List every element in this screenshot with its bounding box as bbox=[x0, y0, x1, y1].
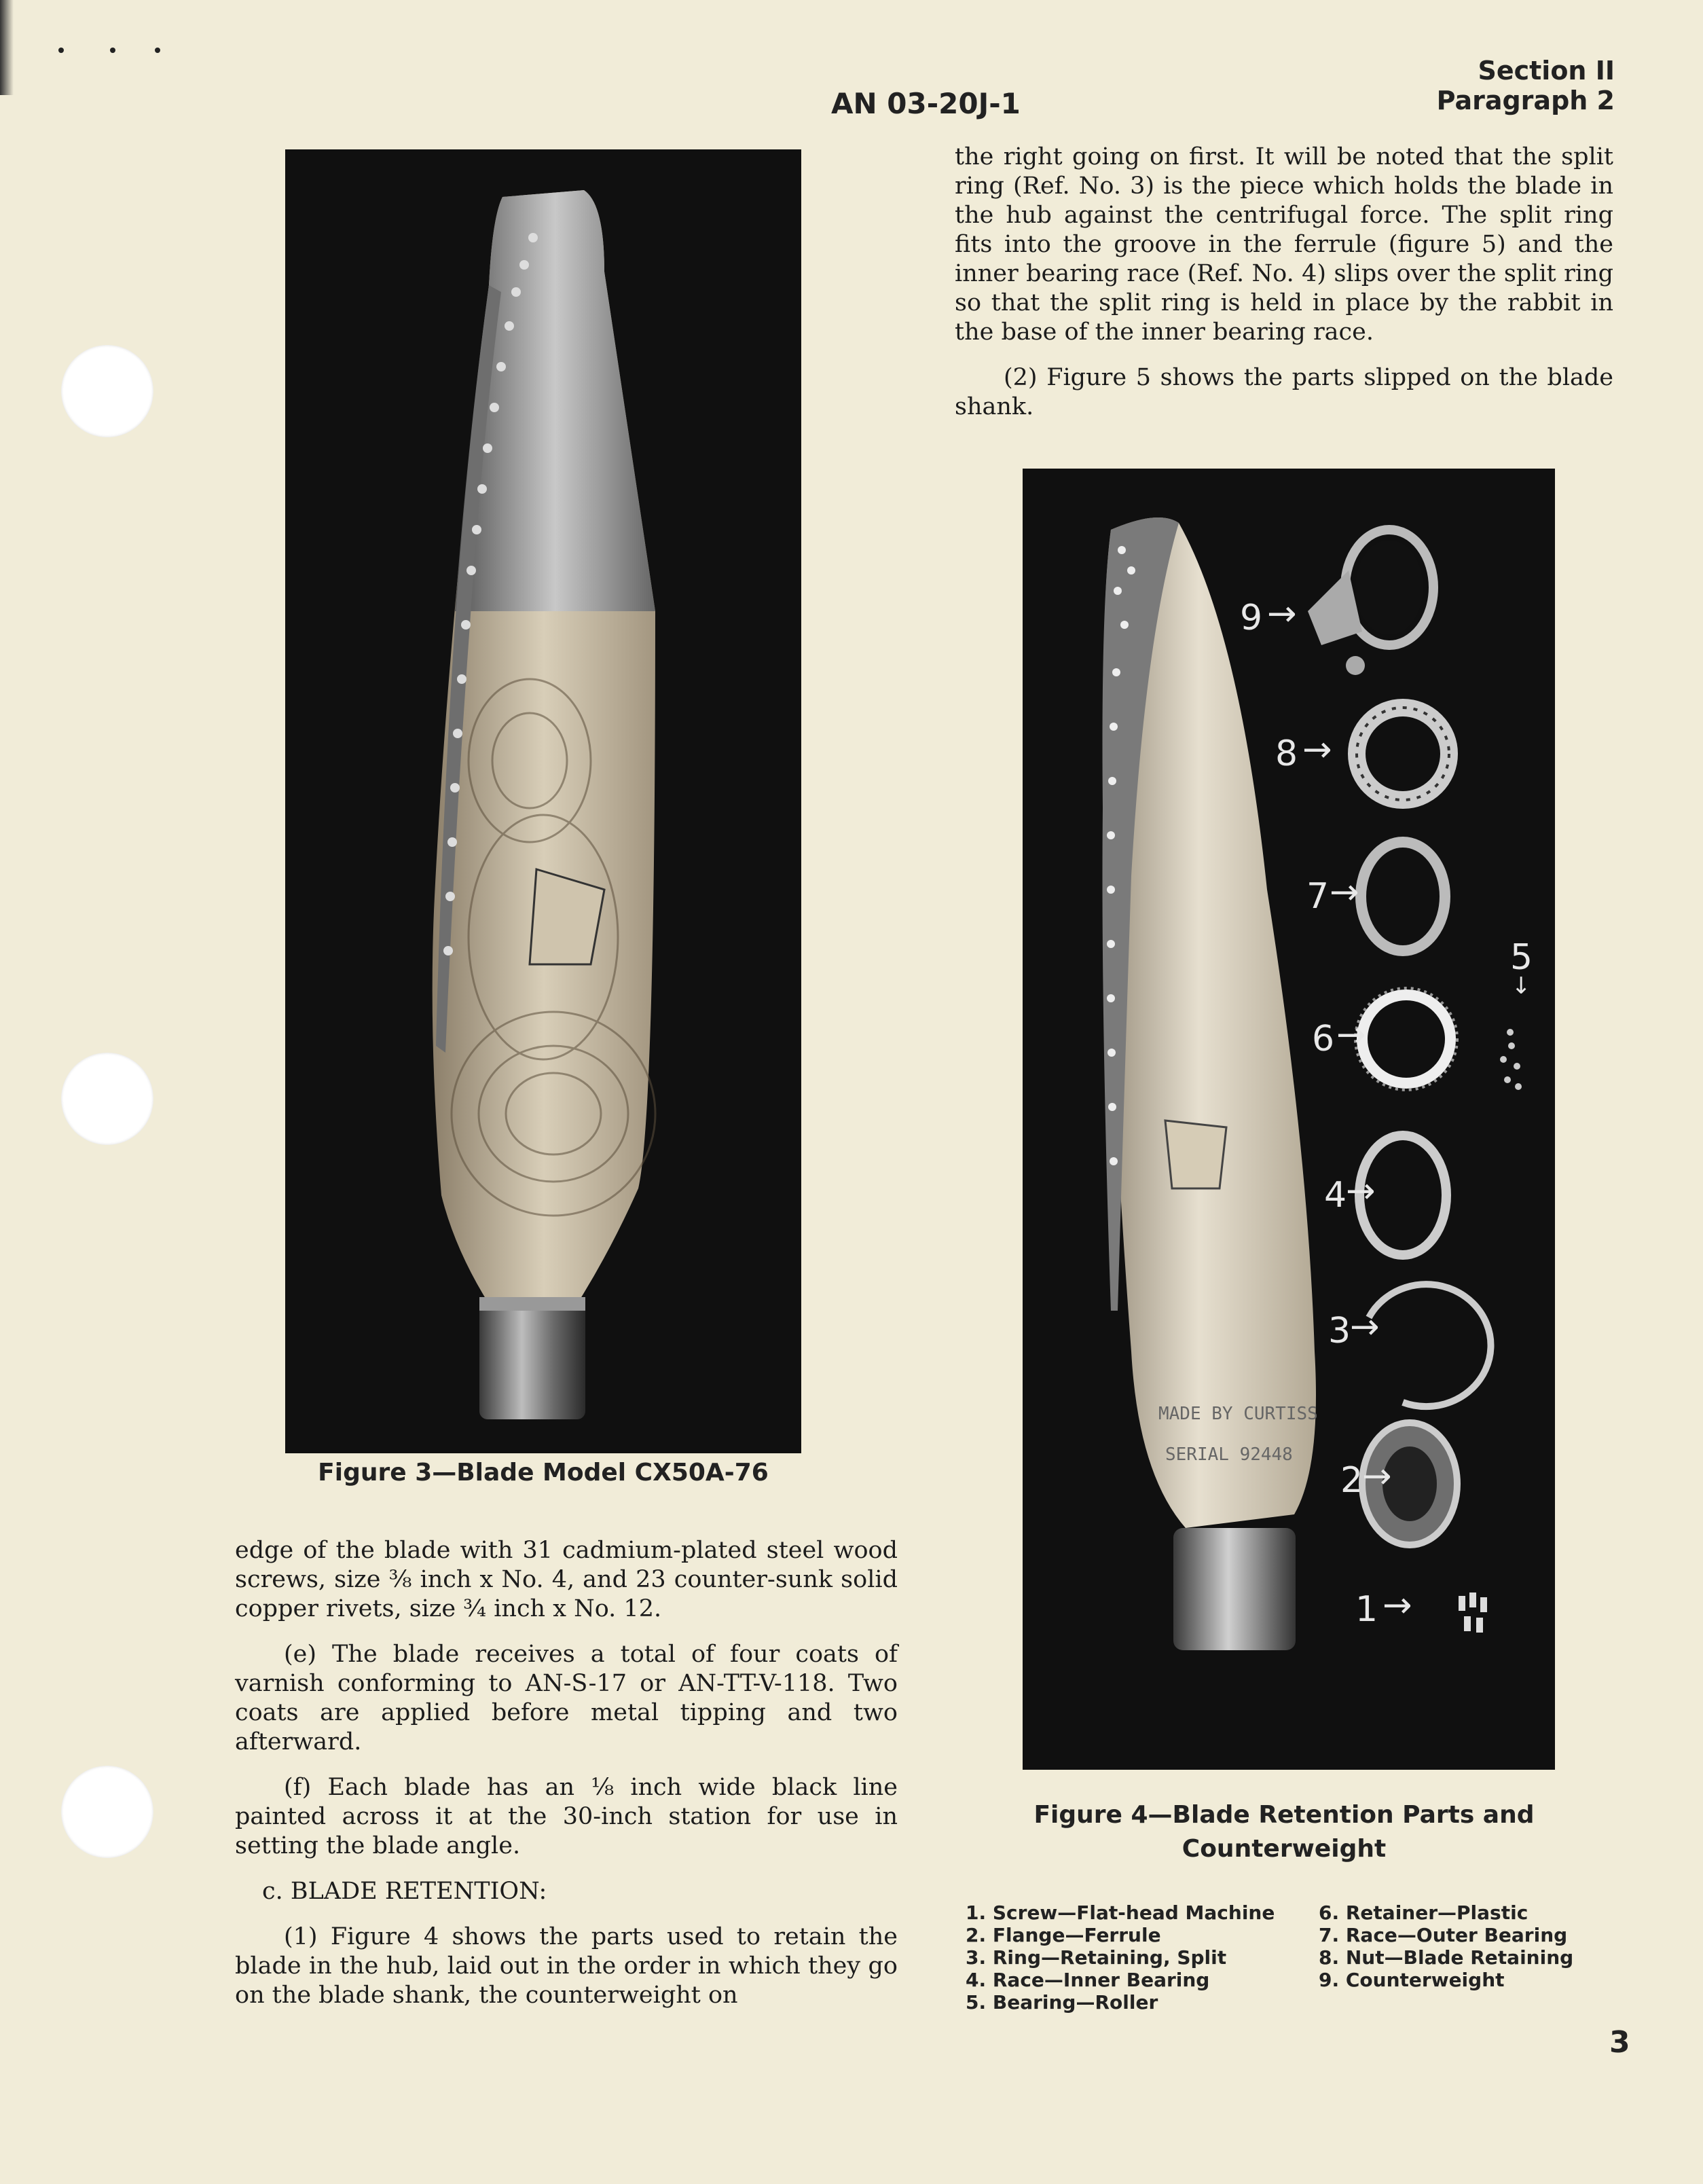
scan-speck bbox=[110, 48, 115, 53]
figure-4-photo bbox=[1023, 469, 1555, 1770]
callout-arrow: → bbox=[1302, 729, 1332, 770]
figure-4-legend-left bbox=[966, 1901, 1305, 2014]
left-column-text bbox=[235, 1536, 898, 2026]
section-label: Section II bbox=[1478, 56, 1615, 86]
callout-arrow: → bbox=[1350, 1307, 1380, 1347]
paragraph-screws: edge of the blade with 31 cadmium-plated steel wood screws, size ⅜ inch x No. 4, and 23 counter-sunk solid copper rivets, size ¾ inch x No. 12. bbox=[235, 1537, 898, 1622]
doc-number: AN 03-20J-1 bbox=[831, 87, 1021, 120]
binder-hole-middle bbox=[61, 1053, 153, 1145]
callout-arrow: → bbox=[1346, 1171, 1376, 1212]
callout-arrow: → bbox=[1382, 1585, 1412, 1626]
right-column-text bbox=[955, 143, 1613, 438]
legend-item: 4. Race—Inner Bearing bbox=[966, 1969, 1210, 1991]
paragraph-label: Paragraph 2 bbox=[1436, 86, 1615, 115]
legend-item: 7. Race—Outer Bearing bbox=[1319, 1924, 1568, 1946]
callout-7: 7 bbox=[1306, 876, 1330, 917]
legend-item: 1. Screw—Flat-head Machine bbox=[966, 1901, 1275, 1924]
blade-retention-parts-illustration bbox=[1023, 469, 1555, 1770]
paragraph-1-figure-4: (1) Figure 4 shows the parts used to retain the blade in the hub, laid out in the order in which they go on the blade shank, the counterweight on bbox=[235, 1923, 898, 2009]
legend-item: 5. Bearing—Roller bbox=[966, 1991, 1158, 2014]
paragraph-f-black-line: (f) Each blade has an ⅛ inch wide black line painted across it at the 30-inch station for use in setting the blade angle. bbox=[235, 1774, 898, 1859]
callout-3: 3 bbox=[1328, 1311, 1351, 1351]
callout-6: 6 bbox=[1312, 1019, 1335, 1059]
callout-arrow: → bbox=[1330, 872, 1359, 913]
blade-stamp-maker: MADE BY CURTISS bbox=[1158, 1404, 1318, 1424]
scan-edge-shadow bbox=[0, 0, 14, 95]
callout-arrow: → bbox=[1362, 1456, 1392, 1497]
paragraph-e-varnish: (e) The blade receives a total of four coats of varnish conforming to AN-S-17 or AN-TT-V-118. Two coats are applied before metal tipping and two afterward. bbox=[235, 1641, 898, 1755]
binder-hole-top bbox=[61, 345, 153, 437]
paragraph-2-figure-5: (2) Figure 5 shows the parts slipped on the blade shank. bbox=[955, 364, 1613, 420]
legend-item: 2. Flange—Ferrule bbox=[966, 1924, 1161, 1946]
blade-stamp-serial: SERIAL 92448 bbox=[1165, 1444, 1293, 1465]
callout-arrow: → bbox=[1336, 1015, 1366, 1055]
callout-arrow: → bbox=[1267, 594, 1297, 634]
legend-item: 9. Counterweight bbox=[1319, 1969, 1505, 1991]
callout-2: 2 bbox=[1340, 1460, 1363, 1501]
callout-5: 5 bbox=[1510, 937, 1533, 978]
figure-3-photo bbox=[285, 149, 801, 1453]
blade-cx50a-illustration bbox=[285, 149, 801, 1453]
figure-3-caption: Figure 3—Blade Model CX50A-76 bbox=[318, 1459, 769, 1487]
callout-9: 9 bbox=[1240, 598, 1263, 638]
legend-item: 6. Retainer—Plastic bbox=[1319, 1901, 1528, 1924]
page-number: 3 bbox=[1609, 2025, 1630, 2060]
figure-4-caption-line-2: Counterweight bbox=[1182, 1835, 1387, 1863]
legend-item: 8. Nut—Blade Retaining bbox=[1319, 1946, 1574, 1969]
paragraph-split-ring: the right going on first. It will be noted that the split ring (Ref. No. 3) is the piece which holds the blade in the hub against the centrifugal force. The split ring fits into the groove in the ferrule (figure 5) and the inner bearing race (Ref. No. 4) slips over the split ring so that the split ring is held in place by the rabbit in the base of the inner bearing race. bbox=[955, 143, 1613, 346]
callout-arrow-down: ↓ bbox=[1512, 972, 1531, 1000]
scan-speck bbox=[155, 48, 160, 53]
callout-8: 8 bbox=[1275, 733, 1298, 774]
callout-1: 1 bbox=[1355, 1589, 1378, 1630]
figure-4-caption-line-1: Figure 4—Blade Retention Parts and bbox=[1033, 1801, 1535, 1829]
binder-hole-bottom bbox=[61, 1766, 153, 1858]
figure-4-legend-right bbox=[1319, 1901, 1617, 1991]
heading-blade-retention: c. BLADE RETENTION: bbox=[262, 1878, 547, 1905]
legend-item: 3. Ring—Retaining, Split bbox=[966, 1946, 1227, 1969]
callout-4: 4 bbox=[1324, 1175, 1347, 1216]
scan-speck bbox=[58, 48, 64, 53]
